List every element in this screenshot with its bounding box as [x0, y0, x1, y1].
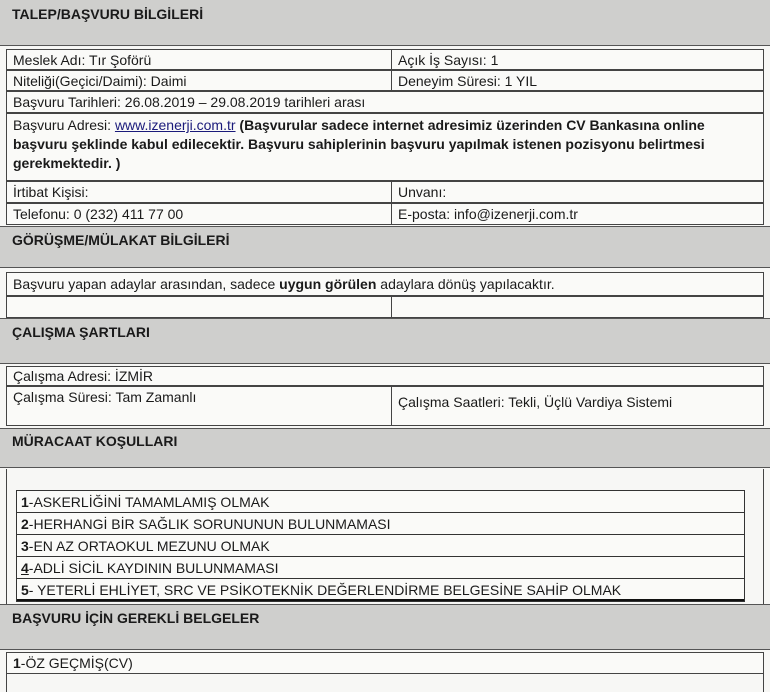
- section-title-requirements: MÜRACAAT KOŞULLARI: [12, 433, 178, 449]
- documents-frame: [6, 674, 764, 692]
- empty-cell: [391, 297, 763, 317]
- experience-cell: Deneyim Süresi: 1 YIL: [391, 71, 763, 90]
- row-nature: [6, 70, 764, 91]
- list-item: 3-EN AZ ORTAOKUL MEZUNU OLMAK: [17, 535, 744, 557]
- requirements-list: [16, 490, 745, 602]
- row-address: [6, 113, 764, 181]
- website-link[interactable]: www.izenerji.com.tr: [114, 117, 236, 133]
- address-label: Başvuru Adresi:: [13, 117, 115, 133]
- section-header-interview: [0, 226, 770, 268]
- interview-text-before: Başvuru yapan adaylar arasından, sadece: [13, 276, 280, 292]
- openings-cell: Açık İş Sayısı: 1: [391, 50, 763, 69]
- row-occupation: [6, 49, 764, 70]
- list-item: 1-ASKERLİĞİNİ TAMAMLAMIŞ OLMAK: [17, 491, 744, 513]
- dates-cell: Başvuru Tarihleri: 26.08.2019 – 29.08.2019 tarihleri arası: [13, 94, 366, 110]
- work-hours-cell: Çalışma Saatleri: Tekli, Üçlü Vardiya Sistemi: [391, 387, 763, 425]
- section-title-conditions: ÇALIŞMA ŞARTLARI: [12, 324, 150, 340]
- empty-cell: [7, 297, 391, 317]
- interview-text-after: adaylara dönüş yapılacaktır.: [376, 276, 555, 292]
- section-title-application: TALEP/BAŞVURU BİLGİLERİ: [12, 6, 204, 22]
- row-work-duration: [6, 386, 764, 426]
- section-header-application: [0, 0, 770, 46]
- row-interview: [6, 272, 764, 296]
- email-cell: E-posta: info@izenerji.com.tr: [391, 204, 763, 224]
- nature-cell: Niteliği(Geçici/Daimi): Daimi: [13, 73, 187, 89]
- interview-text-bold: uygun görülen: [279, 276, 377, 292]
- interview-text: [7, 273, 763, 295]
- row-contact: [6, 181, 764, 203]
- row-dates: [6, 91, 764, 113]
- row-document-1: [6, 652, 764, 674]
- address-note: (Başvurular sadece internet adresimiz üzerinden CV Bankasına online başvuru şeklinde kabul edilecektir. Başvuru sahiplerinin başvuru yapılmak istenen pozisyonu belirtmesi gerekmektedir. ): [13, 117, 705, 171]
- section-title-interview: GÖRÜŞME/MÜLAKAT BİLGİLERİ: [12, 232, 230, 248]
- section-header-documents: [0, 604, 770, 650]
- title-field-cell: Unvanı:: [391, 182, 763, 202]
- row-work-address: [6, 366, 764, 386]
- occupation-cell: Meslek Adı: Tır Şoförü: [13, 52, 152, 68]
- document-item: 1-ÖZ GEÇMİŞ(CV): [13, 655, 133, 671]
- work-duration-cell: Çalışma Süresi: Tam Zamanlı: [13, 389, 197, 405]
- phone-cell: Telefonu: 0 (232) 411 77 00: [13, 206, 184, 222]
- section-title-documents: BAŞVURU İÇİN GEREKLİ BELGELER: [12, 610, 260, 626]
- section-header-requirements: [0, 428, 770, 468]
- list-item: 4-ADLİ SİCİL KAYDININ BULUNMAMASI: [17, 557, 744, 579]
- list-item: 2-HERHANGİ BİR SAĞLIK SORUNUNUN BULUNMAMASI: [17, 513, 744, 535]
- address-paragraph: [7, 114, 763, 175]
- section-header-conditions: [0, 318, 770, 364]
- row-phone: [6, 203, 764, 225]
- work-address-cell: Çalışma Adresi: İZMİR: [13, 368, 154, 384]
- list-item: 5- YETERLİ EHLİYET, SRC VE PSİKOTEKNİK DEĞERLENDİRME BELGESİNE SAHİP OLMAK: [17, 579, 744, 601]
- contact-person-cell: İrtibat Kişisi:: [13, 184, 89, 200]
- row-interview-empty: [6, 296, 764, 318]
